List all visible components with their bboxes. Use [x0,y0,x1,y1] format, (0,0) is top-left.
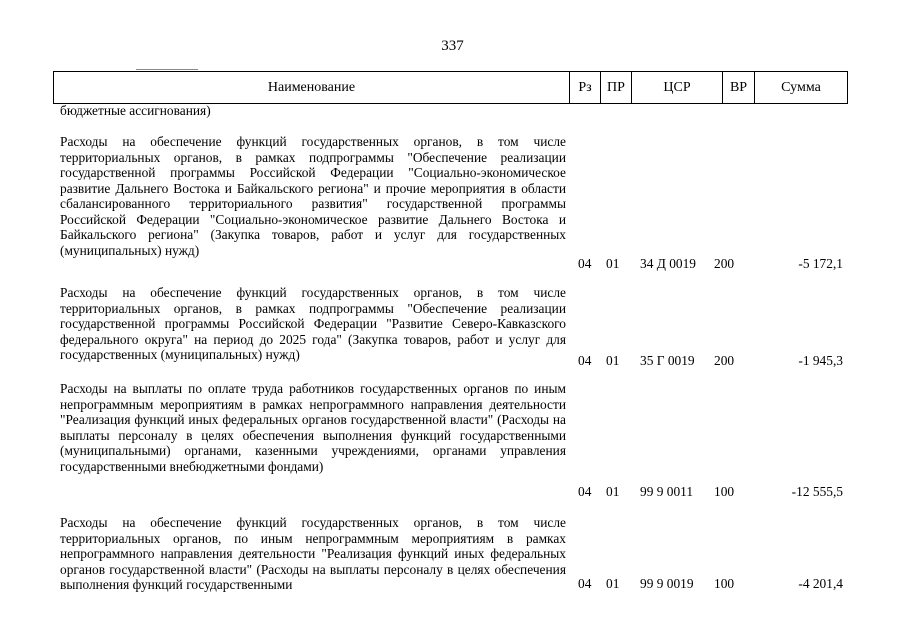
row-4-sum: -4 201,4 [798,576,843,591]
continuation-text: бюджетные ассигнования) [60,103,211,118]
table-header [53,71,848,104]
row-2-vr: 200 [714,353,735,368]
row-2-csr: 35 Г 0019 [640,353,695,368]
row-4-vr: 100 [714,576,735,591]
header-vr: ВР [723,72,755,103]
row-2-name: Расходы на обеспечение функций государственных органов, в том числе территориальных органов, в рамках подпрограммы "Обеспечение реализации государственной программы Российской Федерации "Развитие Северо-Кавказского федерального округа" на период до 2025 года" (Закупка товаров, работ и услуг для государственных (муниципальных) нужд) [60,285,566,362]
row-1-pr: 01 [606,256,620,271]
page-number: 337 [441,38,464,54]
row-4-pr: 01 [606,576,620,591]
row-1-vr: 200 [714,256,735,271]
row-2-pr: 01 [606,353,620,368]
header-pr: ПР [601,72,632,103]
header-csr: ЦСР [632,72,723,103]
row-1-rz: 04 [578,256,592,271]
row-3-vr: 100 [714,484,735,499]
row-1-name: Расходы на обеспечение функций государственных органов, в том числе территориальных органов, в рамках подпрограммы "Обеспечение реализации государственной программы Российской Федерации "Социально-экономическое развитие Дальнего Востока и Байкальского региона" и прочие мероприятия в области сбалансированного территориального развития" государственной программы Российской Федерации "Социально-экономическое развитие Дальнего Востока и Байкальского региона" (Закупка товаров, работ и услуг для государственных (муниципальных) нужд) [60,134,566,258]
row-4-name: Расходы на обеспечение функций государственных органов, в том числе территориальных органов, по иным непрограммным мероприятиям в рамках непрограммного направления деятельности "Реализация функций иных федеральных органов государственной власти" (Расходы на выплаты персоналу в целях обеспечения выполнения функций государственными [60,515,566,592]
row-2-sum: -1 945,3 [798,353,843,368]
row-3-pr: 01 [606,484,620,499]
header-sum: Сумма [781,80,821,95]
row-4-rz: 04 [578,576,592,591]
row-3-sum: -12 555,5 [791,484,843,499]
row-3-name: Расходы на выплаты по оплате труда работников государственных органов по иным непрограммным мероприятиям в рамках непрограммного направления деятельности "Реализация функций иных федеральных органов государственной власти" (Расходы на выплаты персоналу в целях обеспечения выполнения функций государственными (муниципальными) органами, казенными учреждениями, органами управления государственными внебюджетными фондами) [60,381,566,474]
row-1-sum: -5 172,1 [798,256,843,271]
row-3-rz: 04 [578,484,592,499]
row-3-csr: 99 9 0011 [640,484,694,499]
header-mark [136,69,198,70]
header-name: Наименование [54,72,570,103]
row-4-csr: 99 9 0019 [640,576,694,591]
row-2-rz: 04 [578,353,592,368]
row-1-csr: 34 Д 0019 [640,256,697,271]
header-rz: Рз [570,72,601,103]
